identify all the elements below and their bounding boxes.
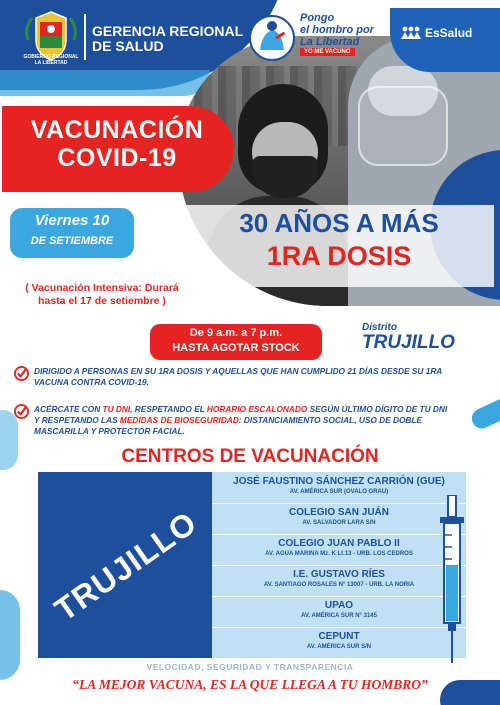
org-title: GERENCIA REGIONAL DE SALUD	[92, 23, 244, 54]
center-name: I.E. GUSTAVO RÍES	[293, 569, 385, 580]
campaign-text: Pongo el hombro por La Libertad	[300, 12, 374, 48]
photo-woman-mask	[252, 156, 318, 198]
bullet-text-mid2: SEGÚN ÚLTIMO DÍGITO DE TU DNI Y RESPETANDO LAS	[34, 404, 448, 425]
bullet-text-dni: TU DNI	[102, 404, 131, 414]
bullet-eligibility-text: DIRIGIDO A PERSONAS EN SU 1RA DOSIS Y AQUELLAS QUE HAN CUMPLIDO 21 DÍAS DESDE SU 1RA VACUNA CONTRA COVID-19.	[34, 366, 442, 387]
syringe-icon	[430, 495, 474, 665]
dose-headline: 1RA DOSIS	[266, 241, 412, 271]
center-name: JOSÉ FAUSTINO SÁNCHEZ CARRIÓN (GUE)	[233, 476, 445, 487]
center-address: AV. AMÉRICA SUR S/N	[306, 644, 372, 650]
header-divider	[84, 14, 86, 60]
date-day: Viernes 10	[34, 212, 110, 229]
center-address: AV. AMÉRICA SUR N° 3145	[301, 613, 377, 619]
center-row	[212, 596, 466, 626]
centers-city: TRUJILLO	[48, 504, 204, 628]
photo-face-shield	[358, 86, 448, 166]
stock-line: HASTA AGOTAR STOCK	[172, 342, 300, 354]
center-name: COLEGIO SAN JUÁN	[288, 507, 389, 518]
essalud-panel	[390, 8, 500, 72]
footer-tagline: VELOCIDAD, SEGURIDAD Y TRANSPARENCIA	[146, 662, 354, 672]
intensive-note: ( Vacunación Intensiva: Durará hasta el 17 de setiembre )	[25, 282, 179, 307]
center-address: AV. AMÉRICA SUR (OVALO GRAU)	[289, 489, 389, 495]
center-address: AV. SANTIAGO ROSALES N° 13007 - URB. LA NORIA	[263, 582, 415, 588]
bullet-text-horario: HORARIO ESCALONADO	[206, 404, 308, 414]
district-label: Distrito	[362, 322, 397, 333]
center-name: COLEGIO JUAN PABLO II	[278, 538, 400, 549]
footer-slogan: “LA MEJOR VACUNA, ES LA QUE LLEGA A TU HOMBRO”	[72, 677, 428, 692]
date-month: DE SETIEMBRE	[30, 235, 114, 247]
age-headline: 30 AÑOS A MÁS	[239, 208, 439, 238]
bullet-text-mid1: , RESPETANDO EL	[130, 404, 207, 414]
center-name: UPAO	[324, 600, 354, 611]
essalud-people-icon	[400, 26, 422, 40]
district-value: TRUJILLO	[362, 332, 455, 353]
essalud-logo	[400, 26, 472, 40]
center-address: AV. SALVADOR LARA S/N	[302, 520, 376, 526]
hours-line: De 9 a.m. a 7 p.m.	[189, 327, 283, 339]
center-row	[212, 565, 466, 595]
check-icon	[14, 404, 29, 419]
bullet-text-medidas: MEDIDAS DE BIOSEGURIDAD:	[119, 415, 242, 425]
campaign-badge: YO ME VACUNO	[300, 48, 355, 56]
center-row	[212, 503, 466, 533]
bullet-text-pre: ACÉRCATE CON	[34, 404, 103, 414]
center-row	[212, 472, 466, 502]
center-name: CEPUNT	[318, 631, 360, 642]
bullet-text-post: DISTANCIAMIENTO SOCIAL, USO DE DOBLE MASCARILLA Y PROTECTOR FACIAL.	[34, 415, 422, 436]
center-address: AV. AGUA MARINA Mz. K Lt.13 - URB. LOS CEDROS	[265, 551, 413, 557]
decor-right	[469, 388, 500, 431]
poster-title: VACUNACIÓN COVID-19	[30, 116, 204, 172]
essalud-label: EsSalud	[425, 26, 473, 40]
center-row	[212, 627, 466, 657]
shoulder-campaign-icon	[248, 14, 296, 62]
center-row	[212, 534, 466, 564]
bullet-eligibility	[34, 366, 454, 388]
bullet-requirements	[34, 404, 454, 437]
centers-title: CENTROS DE VACUNACIÓN	[121, 446, 379, 467]
seal-caption: GOBIERNO REGIONAL LA LIBERTAD	[23, 54, 79, 66]
check-icon	[14, 366, 29, 381]
decor-left-small	[0, 410, 18, 470]
